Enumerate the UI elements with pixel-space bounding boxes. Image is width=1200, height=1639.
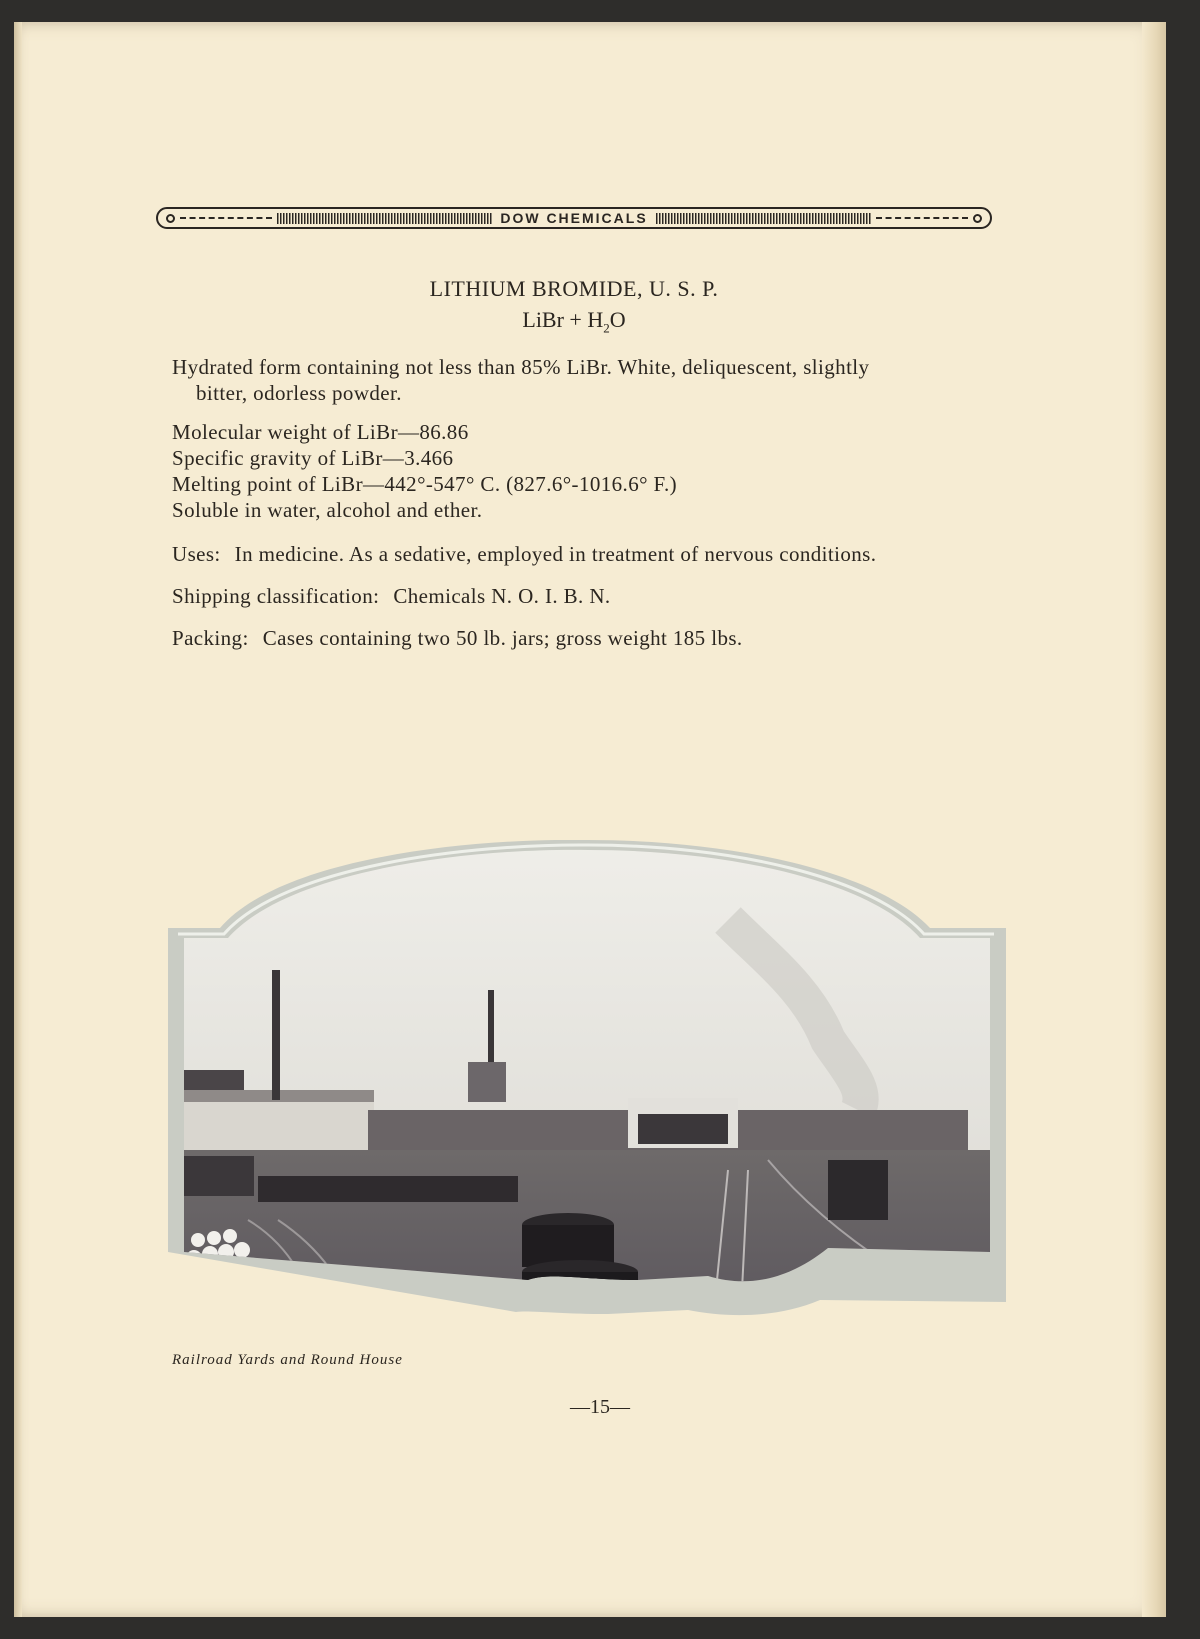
banner-left-dot-icon (166, 214, 175, 223)
description-line-2: bitter, odorless powder. (196, 381, 402, 405)
property-melting-point: Melting point of LiBr—442°-547° C. (827.6°-1016.6° F.) (172, 472, 677, 496)
banner-label: DOW CHEMICALS (500, 210, 648, 226)
shipping-line (172, 583, 1002, 609)
banner-lines (277, 213, 492, 224)
shipping-label: Shipping classification: (172, 584, 380, 608)
description-paragraph (172, 354, 1002, 406)
property-specific-gravity: Specific gravity of LiBr—3.466 (172, 446, 454, 470)
uses-text: In medicine. As a sedative, employed in treatment of nervous conditions. (234, 542, 877, 566)
banner-right-dot-icon (973, 214, 982, 223)
shipping-text: Chemicals N. O. I. B. N. (393, 584, 611, 608)
formula-end: O (609, 307, 626, 332)
binding-fold (14, 22, 22, 1617)
packing-line (172, 625, 1002, 651)
description-line-1: Hydrated form containing not less than 85% LiBr. White, deliquescent, slightly (172, 355, 870, 379)
uses-line (172, 541, 1002, 567)
formula-subscript: 2 (603, 320, 610, 336)
banner-dash (180, 217, 272, 219)
property-solubility: Soluble in water, alcohol and ether. (172, 498, 483, 522)
packing-text: Cases containing two 50 lb. jars; gross weight 185 lbs. (262, 626, 743, 650)
railroad-yard-photo (168, 840, 1006, 1370)
property-molecular-weight: Molecular weight of LiBr—86.86 (172, 420, 469, 444)
header-banner (156, 207, 992, 229)
document-page (14, 22, 1166, 1617)
properties-list (172, 419, 1002, 523)
product-formula (156, 307, 992, 336)
photo-caption: Railroad Yards and Round House (172, 1352, 403, 1368)
uses-label: Uses: (172, 542, 221, 566)
banner-lines (656, 213, 871, 224)
packing-label: Packing: (172, 626, 249, 650)
banner-dash (876, 217, 968, 219)
page-edge (1142, 22, 1166, 1617)
formula-main: LiBr + H (522, 307, 604, 332)
page-number: —15— (570, 1396, 630, 1418)
product-title: LITHIUM BROMIDE, U. S. P. (429, 276, 719, 301)
